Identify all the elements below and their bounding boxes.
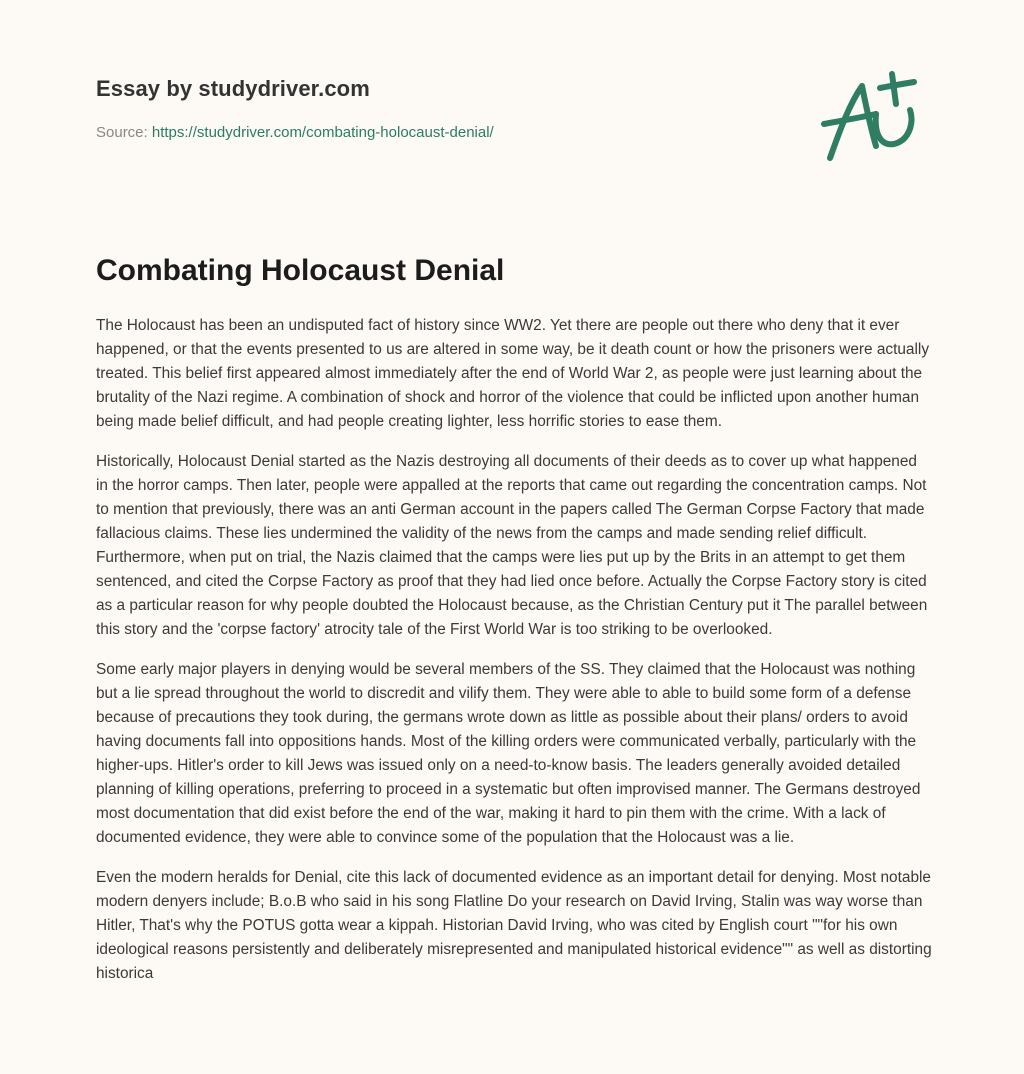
essay-paragraph: Historically, Holocaust Denial started as the Nazis destroying all documents of their deeds as to cover up what happened in the horror camps. Then later, people were appalled at the reports that came out regarding the concentration camps. Not to mention that previously, there was an anti German account in the papers called The German Corpse Factory that made fallacious claims. These lies undermined the validity of the news from the camps and made sending relief difficult. Furthermore, when put on trial, the Nazis claimed that the camps were lies put up by the Brits in an attempt to get them sentenced, and cited the Corpse Factory as proof that they had lied once before. Actually the Corpse Factory story is cited as a particular reason for why people doubted the Holocaust because, as the Christian Century put it The parallel between this story and the 'corpse factory' atrocity tale of the First World War is too striking to be overlooked. [96,453,928,638]
essay-paragraph: Even the modern heralds for Denial, cite this lack of documented evidence as an important detail for denying. Most notable modern denyers include; B.o.B who said in his song Flatline Do your research on David Irving, Stalin was way worse than Hitler, That's why the POTUS gotta wear a kippah. Historian David Irving, who was cited by English court ""for his own ideological reasons persistently and deliberately misrepresented and manipulated historical evidence"" as well as distorting historica [96,869,932,982]
essay-paragraph: The Holocaust has been an undisputed fact of history since WW2. Yet there are people out there who deny that it ever happened, or that the events presented to us are altered in some way, be it death count or how the prisoners were actually treated. This belief first appeared almost immediately after the end of World War 2, as people were just learning about the brutality of the Nazi regime. A combination of shock and horror of the violence that could be inflicted upon another human being made belief difficult, and had people creating lighter, less horrific stories to ease them. [96,317,930,430]
a-plus-grade-icon [818,66,928,166]
essay-title: Combating Holocaust Denial [96,254,505,287]
source-link[interactable]: https://studydriver.com/combating-holocaust-denial/ [151,124,494,141]
essay-body [96,314,932,1002]
source-label: Source: [96,124,148,141]
source-line [96,124,494,141]
essay-paragraph: Some early major players in denying would be several members of the SS. They claimed that the Holocaust was nothing but a lie spread throughout the world to discredit and vilify them. They were able to able to build some form of a defense because of precautions they took during, the germans wrote down as little as possible about their plans/ orders to avoid having documents fall into oppositions hands. Most of the killing orders were communicated verbally, particularly with the higher-ups. Hitler's order to kill Jews was issued only on a need-to-know basis. The leaders generally avoided detailed planning of killing operations, preferring to proceed in a systematic but often improvised manner. The Germans destroyed most documentation that did exist before the end of the war, making it hard to pin them with the crime. With a lack of documented evidence, they were able to convince some of the population that the Holocaust was a lie. [96,661,921,846]
brand-title: Essay by studydriver.com [96,76,370,101]
